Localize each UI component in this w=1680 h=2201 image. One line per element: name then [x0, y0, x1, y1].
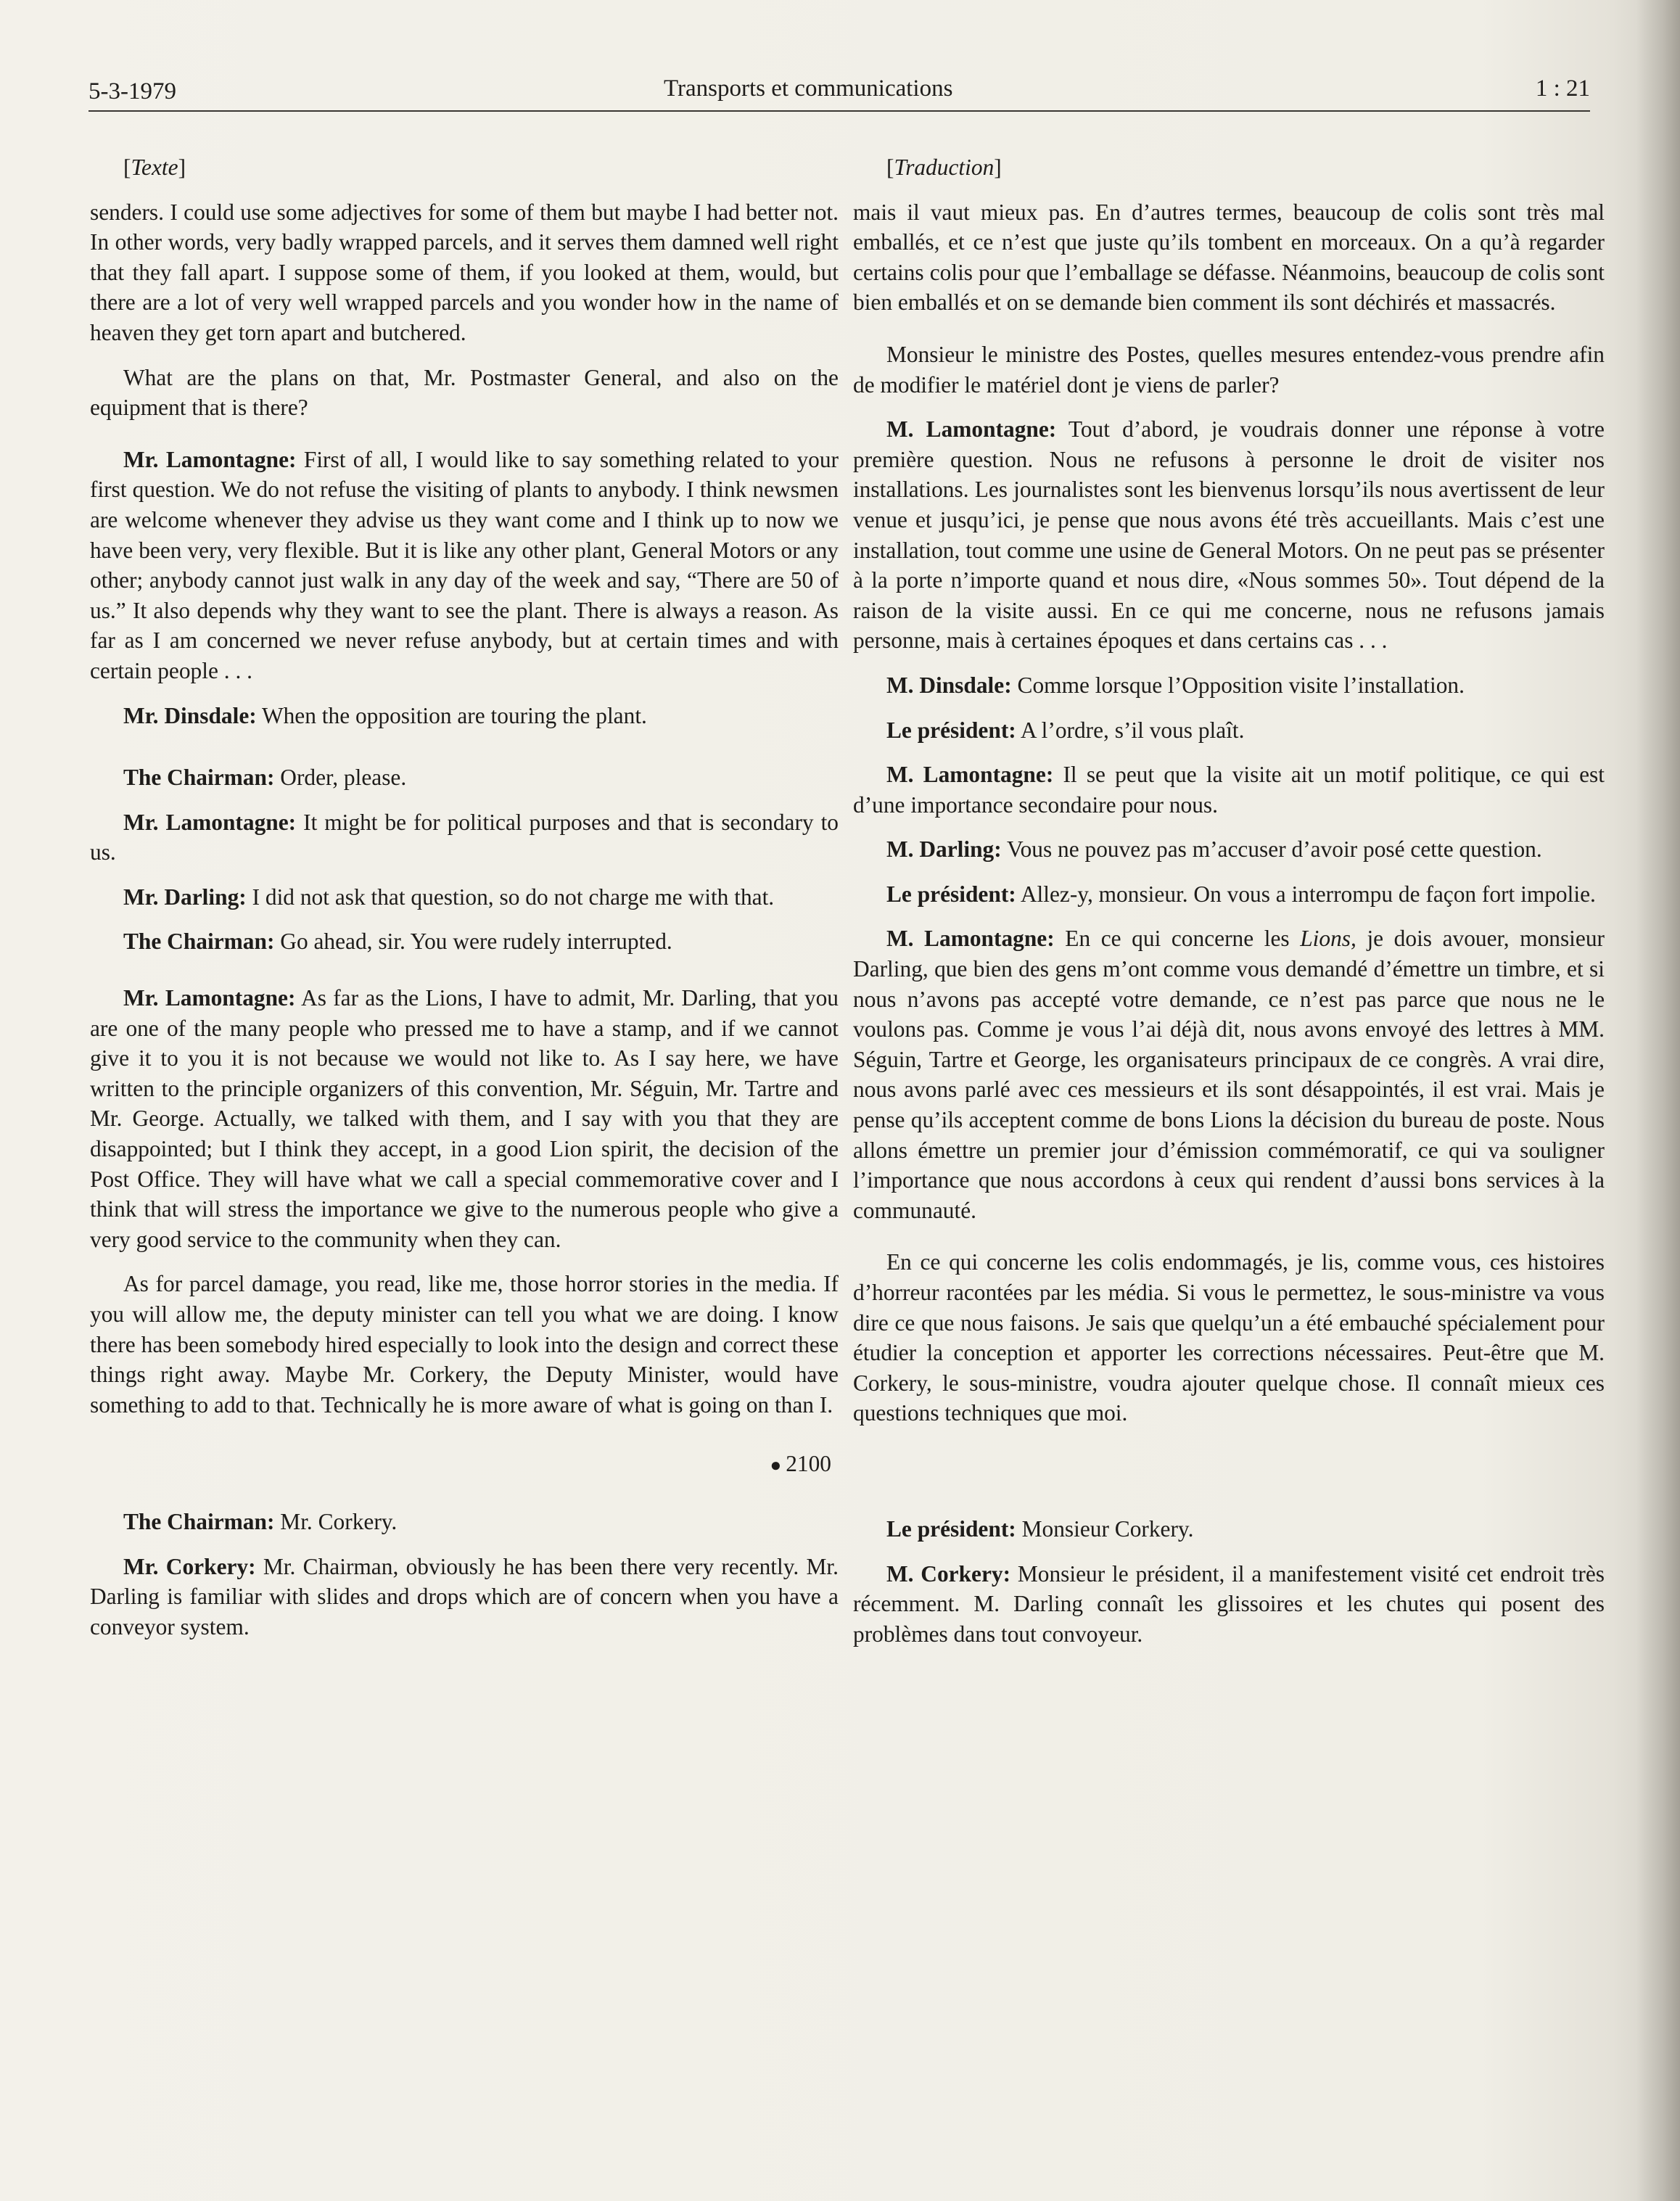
- speech-paragraph: [853, 715, 1605, 746]
- speaker-name: Le président:: [886, 717, 1016, 743]
- running-header: [88, 73, 1590, 115]
- paragraph: mais il vaut mieux pas. En d’autres termes, beaucoup de colis sont très mal emballés, et ce n’est que juste qu’ils tombent en morceaux. On a qu’à regarder certains colis pour que l’emballage se défasse. Néanmoins, beaucoup de colis sont bien emballés et on se demande bien comment ils sont déchirés et massacrés.: [853, 199, 1605, 316]
- speech-text: Comme lorsque l’Opposition visite l’installation.: [1017, 672, 1465, 698]
- paragraph: Monsieur le ministre des Postes, quelles mesures entendez-vous prendre afin de modifier le matériel dont je viens de parler?: [853, 341, 1605, 398]
- speech-text: Mr. Chairman, obviously he has been there very recently. Mr. Darling is familiar with slides and drops which are of concern when you have a conveyor system.: [90, 1553, 839, 1640]
- speech-paragraph: [853, 1559, 1605, 1650]
- speaker-name: Le président:: [886, 1515, 1016, 1542]
- speaker-name: The Chairman:: [123, 1508, 275, 1534]
- language-label-texte: [Texte]: [123, 155, 186, 180]
- speech-paragraph: [853, 879, 1605, 910]
- speaker-name: Le président:: [886, 881, 1016, 907]
- speech-paragraph: [853, 834, 1605, 865]
- speaker-name: M. Lamontagne:: [886, 926, 1055, 952]
- paragraph: En ce qui concerne les colis endommagés, je lis, comme vous, ces histoires d’horreur racontées par les média. Si vous le permettez, le sous-ministre va vous dire ce que nous faisons. Je sais que quelqu’un a été embauché spécialement pour étudier la conception et apporter les corrections nécessaires. Peut-être que M. Corkery, le sous-ministre, voudra ajouter quelque chose. Il connaît mieux ces questions techniques que moi.: [853, 1249, 1605, 1426]
- header-title: Transports et communications: [664, 75, 953, 102]
- speech-paragraph: [90, 762, 839, 793]
- timecode: [90, 1449, 839, 1481]
- speech-paragraph: [90, 807, 839, 868]
- speech-text-italic: Lions,: [1300, 926, 1356, 952]
- language-label-traduction: [Traduction]: [886, 155, 1002, 180]
- paragraph: What are the plans on that, Mr. Postmaster General, and also on the equipment that is there?: [90, 364, 839, 421]
- speech-text: Go ahead, sir. You were rudely interrupted.: [280, 929, 672, 955]
- speech-paragraph: [853, 1514, 1605, 1544]
- header-date: 5-3-1979: [88, 78, 176, 104]
- speech-text: Monsieur Corkery.: [1021, 1515, 1194, 1542]
- speaker-name: The Chairman:: [123, 929, 275, 955]
- speech-text: Vous ne pouvez pas m’accuser d’avoir posé cette question.: [1006, 836, 1542, 863]
- binding-shadow: [1636, 0, 1680, 2201]
- speaker-name: Mr. Dinsdale:: [123, 702, 257, 728]
- speech-paragraph: [853, 923, 1605, 1225]
- speaker-name: M. Corkery:: [886, 1560, 1011, 1587]
- speech-text: Mr. Corkery.: [280, 1508, 398, 1534]
- left-column-english: [90, 152, 839, 1656]
- speech-paragraph: [90, 1552, 839, 1642]
- speech-text: je dois avouer, monsieur Darling, que bien des gens m’ont comme vous demandé d’émettre un timbre, et si nous n’avons pas accepté votre demande, ce n’est pas parce que nous ne le voulons pas. Comme je vous l’ai déjà dit, nous avons envoyé des lettres à MM. Séguin, Tartre et George, les organisateurs principaux de ce congrès. A vrai dire, nous avons parlé avec ces messieurs et ils sont désappointés, il est vrai. Mais je pense qu’ils acceptent comme de bons Lions la décision du bureau de poste. Nous allons émettre un premier jour d’émission commémoratif, ce qui va souligner l’importance que nous accordons à ceux qui rendent d’aussi bons services à la communauté.: [853, 926, 1605, 1223]
- speech-text: Allez-y, monsieur. On vous a interrompu de façon fort impolie.: [1020, 881, 1596, 907]
- speech-paragraph: [90, 926, 839, 957]
- right-column-french: [853, 152, 1605, 1663]
- header-page-number: 1 : 21: [1535, 75, 1590, 102]
- header-rule: [88, 110, 1590, 112]
- speech-text: As far as the Lions, I have to admit, Mr. Darling, that you are one of the many people who pressed me to have a stamp, and if we cannot give it to you it is not because we would not like to. As I say here, we have written to the principle organizers of this convention, Mr. Séguin, Mr. Tartre and Mr. George. Actually, we talked with them, and I say with you that they are disappointed; but I think they accept, in a good Lion spirit, the decision of the Post Office. They will have what we call a special commemorative cover and I think that will stress the importance we give to the numerous people who give a very good service to the community when they can.: [90, 985, 839, 1252]
- speaker-name: Mr. Lamontagne:: [123, 809, 297, 835]
- speech-text: I did not ask that question, so do not charge me with that.: [252, 884, 775, 910]
- bullet-icon: ●: [770, 1455, 782, 1476]
- speaker-name: M. Lamontagne:: [886, 416, 1057, 443]
- speech-text: Il se peut que la visite ait un motif politique, ce qui est d’une importance secondaire pour nous.: [853, 762, 1605, 818]
- speech-paragraph: [853, 414, 1605, 656]
- speech-paragraph: [90, 445, 839, 686]
- speaker-name: Mr. Lamontagne:: [123, 446, 297, 472]
- speech-paragraph: [90, 882, 839, 913]
- speech-paragraph: [90, 1507, 839, 1537]
- speech-text: En ce qui concerne les: [1065, 926, 1290, 952]
- speech-paragraph: [90, 701, 839, 731]
- speaker-name: Mr. Darling:: [123, 884, 247, 910]
- speaker-name: M. Dinsdale:: [886, 672, 1012, 698]
- speech-paragraph: [853, 760, 1605, 820]
- speaker-name: M. Lamontagne:: [886, 762, 1054, 788]
- speech-text: First of all, I would like to say something related to your first question. We do not refuse the visiting of plants to anybody. I think newsmen are welcome whenever they advise us they want come and I think up to now we have been very, very flexible. But it is like any other plant, General Motors or any other; anybody cannot just walk in any day of the week and say, “There are 50 of us.” It also depends why they want to see the plant. There is always a reason. As far as I am concerned we never refuse anybody, but at certain times and with certain people . . .: [90, 446, 839, 683]
- speech-text: When the opposition are touring the plant.: [261, 702, 647, 728]
- speech-text: It might be for political purposes and that is secondary to us.: [90, 809, 839, 865]
- speech-paragraph: [90, 983, 839, 1254]
- speech-text: Tout d’abord, je voudrais donner une réponse à votre première question. Nous ne refusons à personne le droit de visiter nos installations. Les journalistes sont les bienvenus lorsqu’ils nous avertissent de leur venue et jusqu’ici, je pense que nous avons été très accueillants. Mais c’est une installation, tout comme une usine de General Motors. On ne peut pas se présenter à la porte n’importe quand et nous dire, «Nous sommes 50». Tout dépend de la raison de la visite aussi. En ce qui me concerne, nous ne refusons jamais personne, mais à certaines époques et dans certains cas . . .: [853, 416, 1605, 654]
- paragraph: senders. I could use some adjectives for some of them but maybe I had better not. In other words, very badly wrapped parcels, and it serves them damned well right that they fall apart. I suppose some of them, if you looked at them, would, but there are a lot of very well wrapped parcels and you wonder how in the name of heaven they get torn apart and butchered.: [90, 199, 839, 345]
- paragraph: As for parcel damage, you read, like me, those horror stories in the media. If you will allow me, the deputy minister can tell you what we are doing. I know there has been somebody hired especially to look into the design and correct these things right away. Maybe Mr. Corkery, the Deputy Minister, would have something to add to that. Technically he is more aware of what is going on than I.: [90, 1271, 839, 1418]
- timecode-value: 2100: [786, 1451, 831, 1477]
- speech-text: Monsieur le président, il a manifestement visité cet endroit très récemment. M. Darling connaît les glissoires et les chutes qui posent des problèmes dans tout convoyeur.: [853, 1560, 1605, 1647]
- speech-text: Order, please.: [280, 765, 407, 791]
- speech-text: A l’ordre, s’il vous plaît.: [1020, 717, 1245, 743]
- speaker-name: M. Darling:: [886, 836, 1002, 863]
- speech-paragraph: [853, 670, 1605, 701]
- speaker-name: Mr. Lamontagne:: [123, 985, 296, 1011]
- speaker-name: Mr. Corkery:: [123, 1553, 256, 1579]
- speaker-name: The Chairman:: [123, 765, 275, 791]
